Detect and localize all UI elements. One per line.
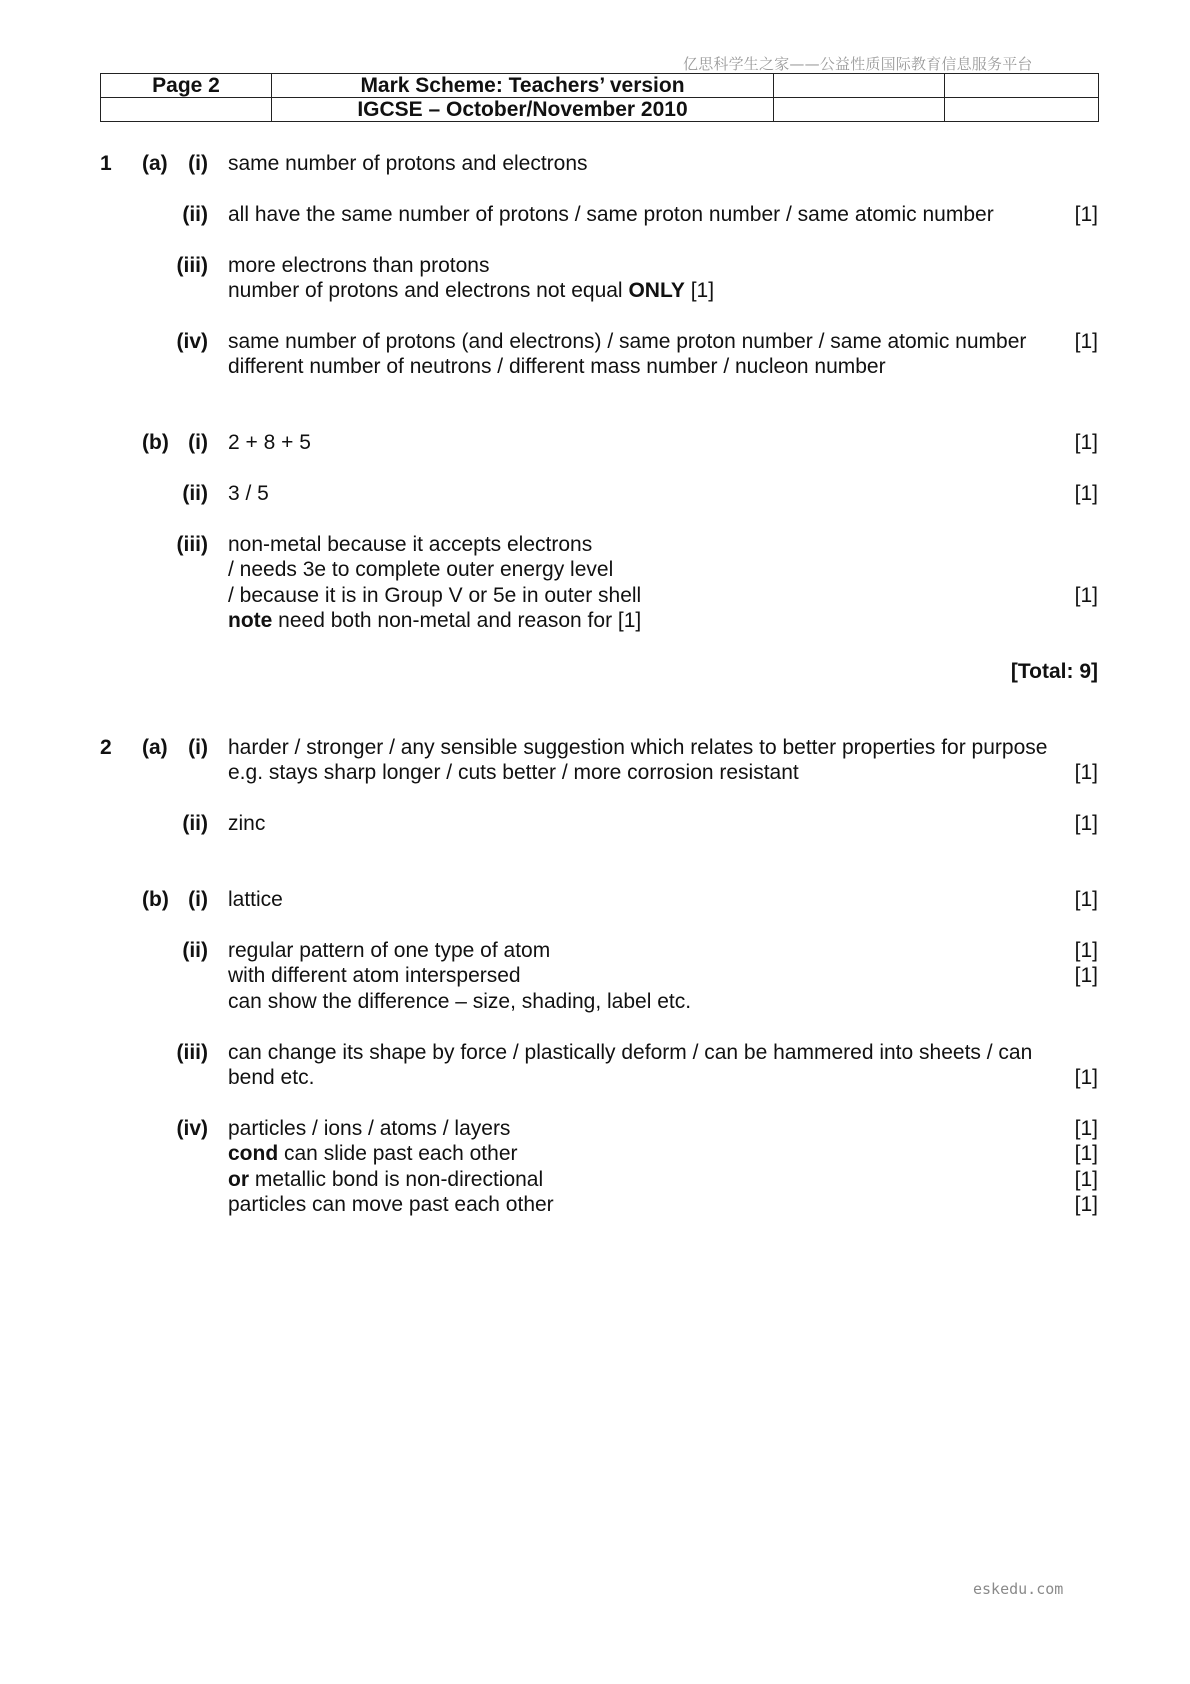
answer-text: particles / ions / atoms / layers (228, 1117, 511, 1140)
subpart-label: (ii) (182, 482, 208, 505)
emphasis: or (228, 1168, 249, 1191)
answer-text (228, 1141, 518, 1166)
header-page: Page 2 (101, 74, 272, 98)
mark: [1] (1074, 888, 1098, 911)
answer-text: bend etc. (228, 1066, 315, 1089)
subpart-label: (iii) (176, 254, 208, 277)
answer-text: zinc (228, 812, 266, 835)
answer-text (228, 608, 641, 633)
subpart-label: (iv) (176, 330, 208, 353)
answer-text: / needs 3e to complete outer energy level (228, 558, 614, 581)
answer-text: harder / stronger / any sensible suggestion which relates to better properties for purpose (228, 736, 1048, 759)
header-empty-cell (945, 98, 1099, 122)
subpart-label: (i) (188, 152, 208, 175)
answer-text (228, 1167, 543, 1192)
header-empty-cell (101, 98, 272, 122)
answer-text: can change its shape by force / plastically deform / can be hammered into sheets / can (228, 1041, 1033, 1064)
answer-text: with different atom interspersed (228, 964, 521, 987)
answer-text: 2 + 8 + 5 (228, 431, 311, 454)
mark: [1] (1074, 431, 1098, 454)
watermark-bottom: eskedu.com (973, 1580, 1064, 1598)
answer-fragment: number of protons and electrons not equal (228, 279, 629, 302)
mark: [1] (1074, 482, 1098, 505)
part-label: (a) (142, 152, 168, 175)
mark: [1] (1074, 203, 1098, 226)
mark: [1] (1074, 1168, 1098, 1191)
mark: [1] (1074, 1117, 1098, 1140)
answer-fragment: can slide past each other (278, 1142, 518, 1165)
answer-text: regular pattern of one type of atom (228, 939, 551, 962)
answer-text: particles can move past each other (228, 1193, 554, 1216)
subpart-label: (iv) (176, 1117, 208, 1140)
answer-fragment: metallic bond is non-directional (249, 1168, 544, 1191)
mark: [1] (1074, 1142, 1098, 1165)
emphasis: note (228, 609, 273, 632)
mark: [1] (1074, 812, 1098, 835)
answer-text: can show the difference – size, shading, label etc. (228, 990, 692, 1013)
total-marks: [Total: 9] (1010, 660, 1098, 683)
answer-text: same number of protons (and electrons) / same proton number / same atomic number (228, 330, 1027, 353)
subpart-label: (iii) (176, 1041, 208, 1064)
subpart-label: (i) (188, 888, 208, 911)
answer-fragment: need both non-metal and reason for [1] (272, 609, 642, 632)
subpart-label: (i) (188, 431, 208, 454)
part-label: (a) (142, 736, 168, 759)
subpart-label: (i) (188, 736, 208, 759)
mark: [1] (1074, 761, 1098, 784)
answer-fragment: [1] (684, 279, 715, 302)
subpart-label: (ii) (182, 812, 208, 835)
header-empty-cell (945, 74, 1099, 98)
header-title: Mark Scheme: Teachers’ version (272, 74, 774, 98)
answer-text: e.g. stays sharp longer / cuts better / more corrosion resistant (228, 761, 799, 784)
mark: [1] (1074, 330, 1098, 353)
answer-text (228, 278, 714, 303)
emphasis: ONLY (628, 279, 685, 302)
answer-text: lattice (228, 888, 283, 911)
answer-text: non-metal because it accepts electrons (228, 533, 593, 556)
mark: [1] (1074, 584, 1098, 607)
answer-text: 3 / 5 (228, 482, 269, 505)
emphasis: cond (228, 1142, 279, 1165)
answer-text: more electrons than protons (228, 254, 490, 277)
part-label: (b) (142, 431, 169, 454)
header-table (100, 73, 1099, 122)
answer-text: different number of neutrons / different mass number / nucleon number (228, 355, 886, 378)
subpart-label: (ii) (182, 203, 208, 226)
part-label: (b) (142, 888, 169, 911)
question-number: 2 (100, 736, 112, 759)
mark: [1] (1074, 939, 1098, 962)
answer-text: all have the same number of protons / same proton number / same atomic number (228, 203, 994, 226)
question-number: 1 (100, 152, 112, 175)
header-empty-cell (774, 98, 945, 122)
header-empty-cell (774, 74, 945, 98)
answer-text: same number of protons and electrons (228, 152, 588, 175)
subpart-label: (ii) (182, 939, 208, 962)
mark: [1] (1074, 1193, 1098, 1216)
header-exam: IGCSE – October/November 2010 (272, 98, 774, 122)
watermark-top: 亿思科学生之家——公益性质国际教育信息服务平台 (683, 55, 1033, 73)
mark: [1] (1074, 964, 1098, 987)
subpart-label: (iii) (176, 533, 208, 556)
answer-text: / because it is in Group V or 5e in outer shell (228, 584, 642, 607)
mark: [1] (1074, 1066, 1098, 1089)
